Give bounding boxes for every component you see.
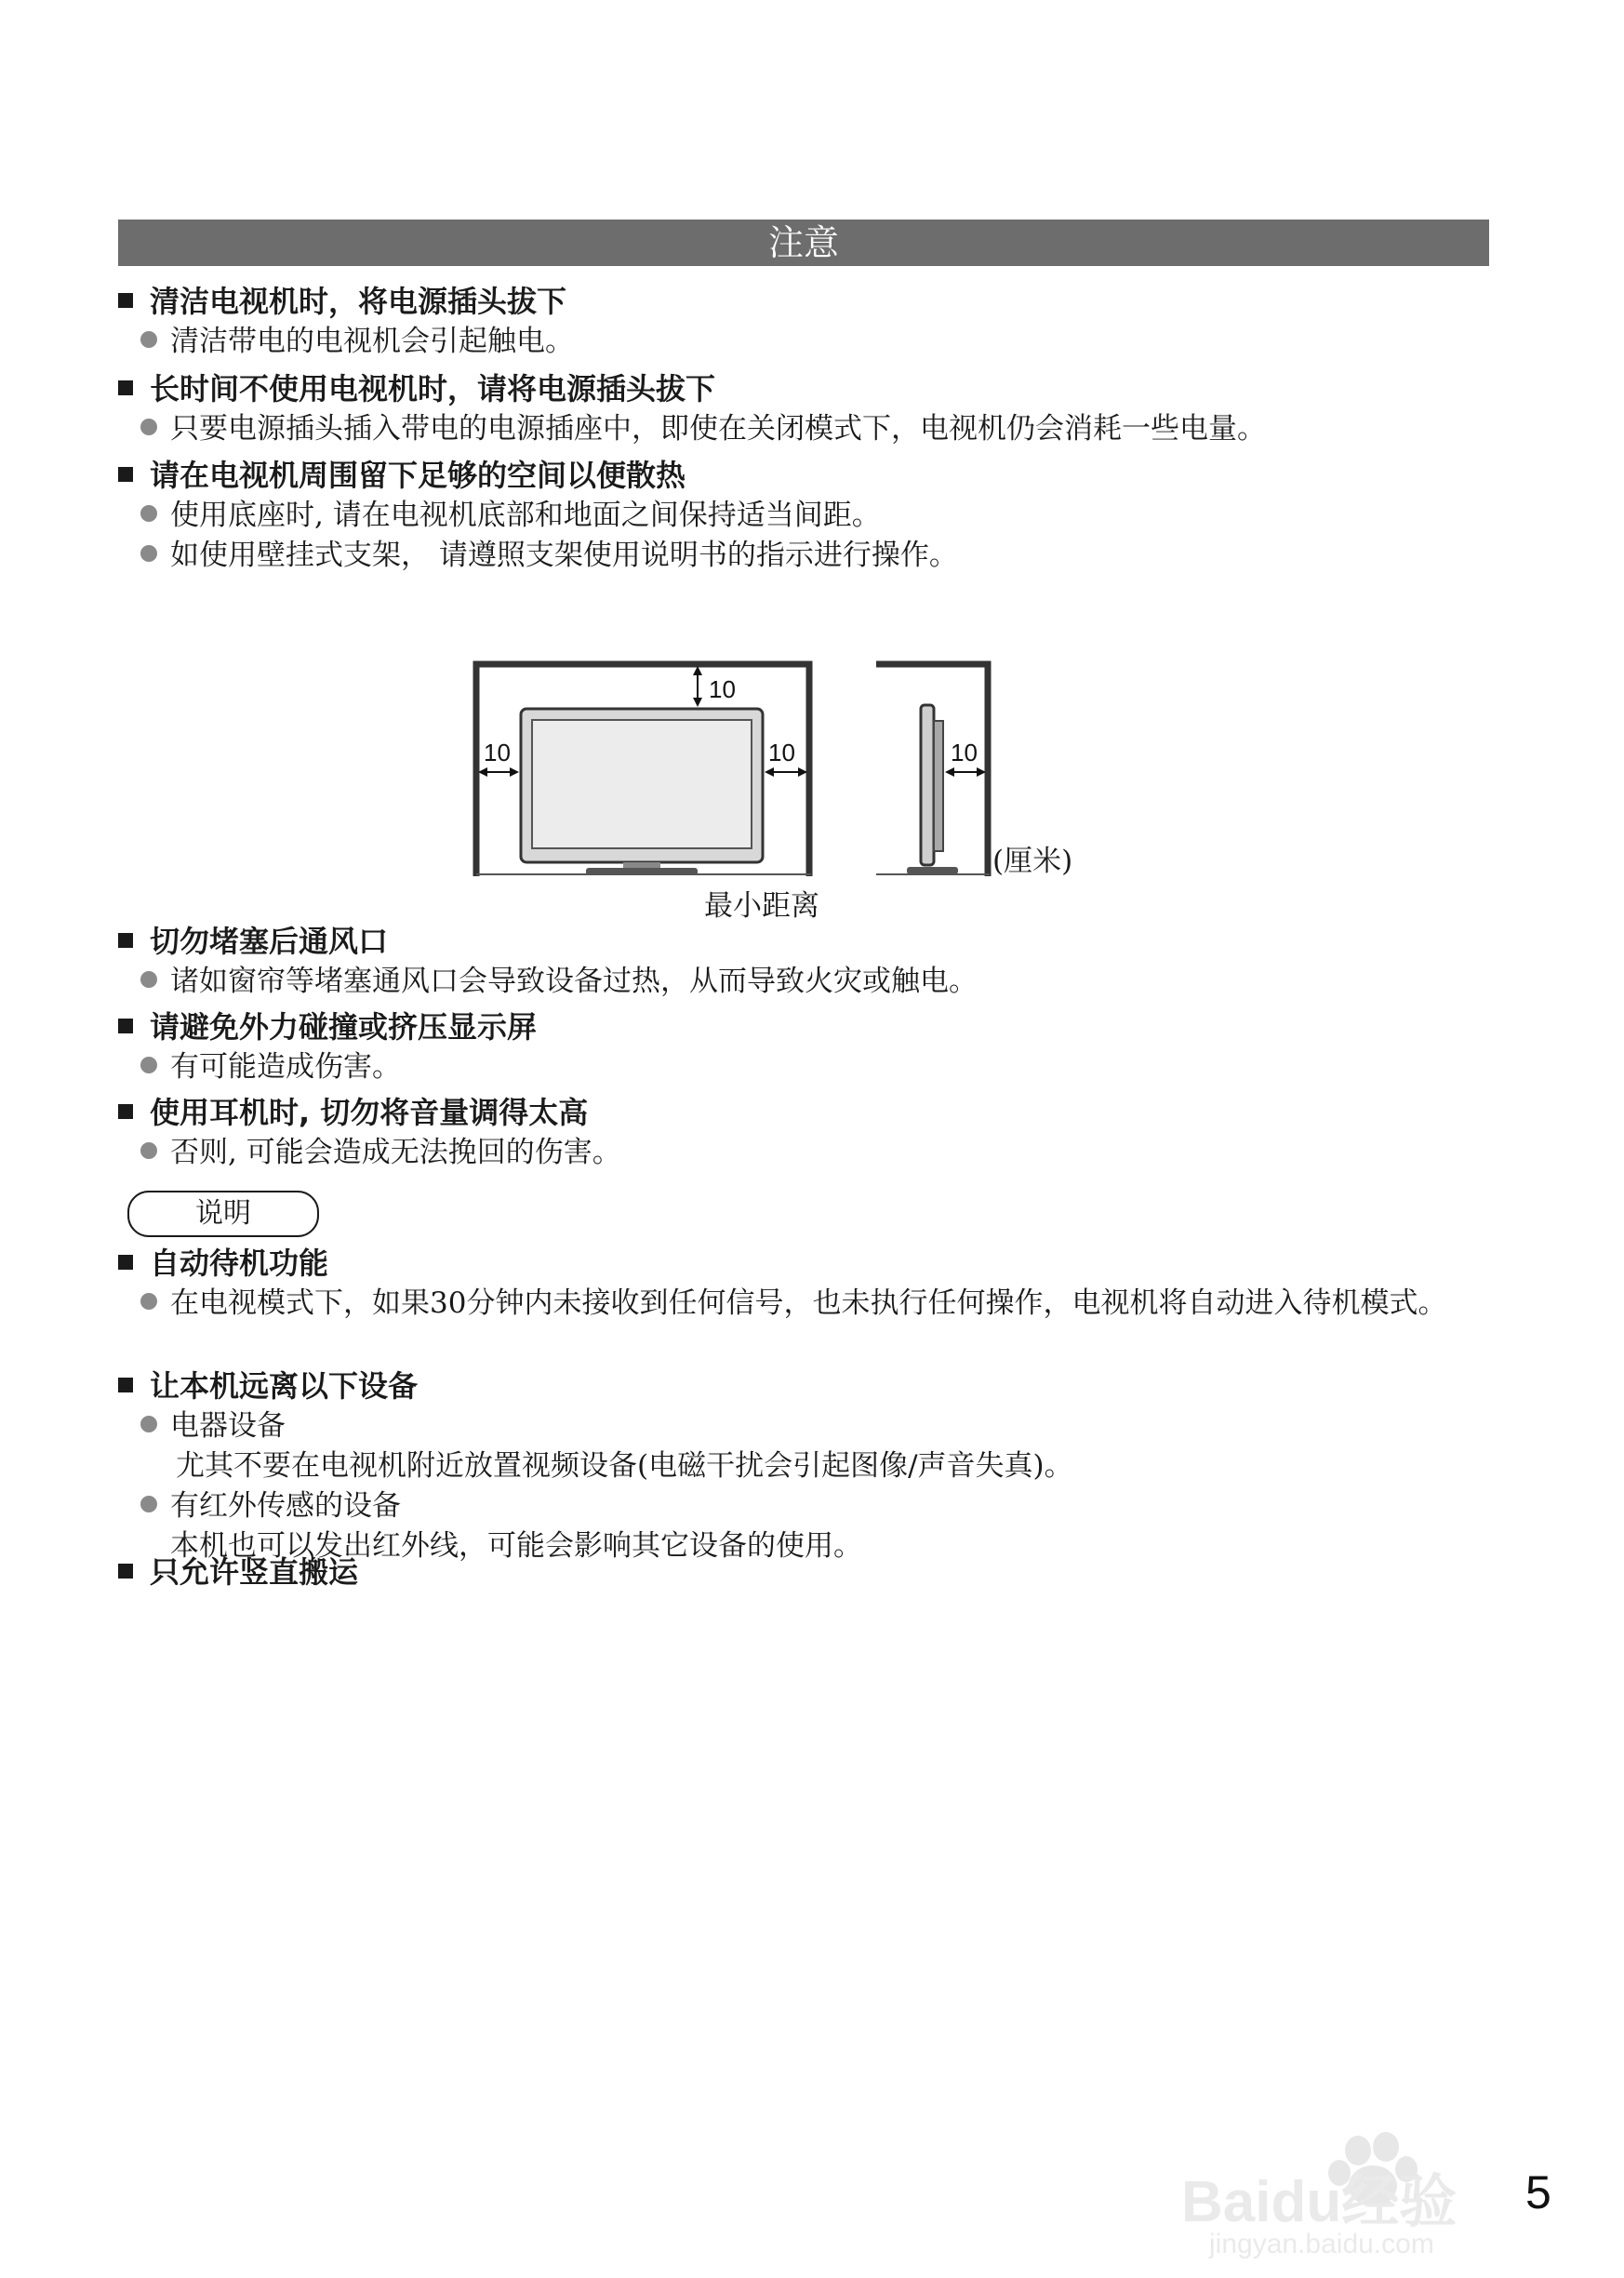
tv-stand-base (586, 868, 698, 875)
caution-bullet: 否则, 可能会造成无法挽回的伤害。 (170, 1136, 621, 1169)
caution-item-screen-impact (118, 1006, 1513, 1087)
note-bullet: 在电视模式下，如果30分钟内未接收到任何信号，也未执行任何操作，电视机将自动进入待机模式。 (170, 1286, 1447, 1320)
square-bullet-icon (118, 293, 133, 308)
watermark-url: jingyan.baidu.com (1209, 2229, 1434, 2259)
note-keep-away (118, 1365, 1513, 1566)
note-title: 自动待机功能 (150, 1246, 329, 1281)
note-title: 只允许竖直搬运 (150, 1554, 359, 1590)
circle-bullet-icon (140, 971, 157, 988)
caution-title: 使用耳机时, 切勿将音量调得太高 (150, 1095, 589, 1130)
diagram-unit: (厘米) (992, 845, 1073, 878)
top-gap-label: 10 (709, 675, 736, 703)
square-bullet-icon (118, 380, 133, 395)
note-auto-standby (118, 1243, 1495, 1324)
clearance-diagram (465, 651, 1023, 884)
circle-bullet-icon (140, 1496, 157, 1512)
circle-bullet-icon (140, 419, 157, 435)
caution-item-rear-vent (118, 921, 1513, 1002)
square-bullet-icon (118, 933, 133, 948)
caution-title: 切勿堵塞后通风口 (150, 924, 389, 959)
arrow-head (765, 767, 774, 777)
arrow-head (510, 767, 519, 777)
caution-bullet: 只要电源插头插入带电的电源插座中，即使在关闭模式下，电视机仍会消耗一些电量。 (170, 412, 1266, 446)
caution-bullet: 有可能造成伤害。 (170, 1050, 401, 1084)
diagram-caption: 最小距离 (704, 889, 819, 923)
arrow-head (693, 698, 702, 707)
caution-title: 长时间不使用电视机时，请将电源插头拔下 (150, 371, 716, 406)
caution-bullet: 诸如窗帘等堵塞通风口会导致设备过热，从而导致火灾或触电。 (170, 965, 978, 998)
tv-front-screen (532, 720, 752, 848)
caution-banner: 注意 (118, 220, 1489, 266)
caution-bullet: 如使用壁挂式支架， 请遵照支架使用说明书的指示进行操作。 (170, 539, 958, 572)
square-bullet-icon (118, 1019, 133, 1033)
circle-bullet-icon (140, 1293, 157, 1310)
arrow-head (945, 767, 954, 777)
caution-item-headphones (118, 1092, 1513, 1173)
square-bullet-icon (118, 1564, 133, 1579)
tv-side-back (934, 721, 943, 851)
caution-title: 请避免外力碰撞或挤压显示屏 (150, 1009, 538, 1045)
note-title: 让本机远离以下设备 (150, 1368, 419, 1404)
note-detail: 本机也可以发出红外线，可能会影响其它设备的使用。 (170, 1529, 862, 1563)
right-gap-label: 10 (768, 739, 795, 766)
left-gap-label: 10 (484, 739, 511, 766)
square-bullet-icon (118, 1255, 133, 1270)
circle-bullet-icon (140, 331, 157, 348)
square-bullet-icon (118, 1378, 133, 1392)
circle-bullet-icon (140, 1142, 157, 1159)
note-detail: 尤其不要在电视机附近放置视频设备(电磁干扰会引起图像/声音失真)。 (176, 1449, 1073, 1483)
caution-item-ventilation (118, 455, 1513, 576)
note-label: 说明 (127, 1191, 319, 1237)
caution-bullet: 使用底座时, 请在电视机底部和地面之间保持适当间距。 (170, 499, 881, 532)
circle-bullet-icon (140, 1416, 157, 1432)
page-number: 5 (1525, 2166, 1551, 2218)
baidu-watermark (1163, 2111, 1553, 2260)
circle-bullet-icon (140, 1057, 157, 1073)
tv-side-profile (921, 705, 934, 865)
caution-bullet: 清洁带电的电视机会引起触电。 (170, 325, 574, 358)
square-bullet-icon (118, 467, 133, 482)
caution-title: 清洁电视机时，将电源插头拔下 (150, 284, 567, 319)
side-gap-label: 10 (951, 739, 978, 766)
circle-bullet-icon (140, 505, 157, 522)
circle-bullet-icon (140, 545, 157, 562)
note-bullet: 电器设备 (170, 1409, 286, 1443)
watermark-brand: Baidu经验 (1181, 2170, 1458, 2234)
tv-side-base (907, 867, 958, 874)
caution-item-cleaning (118, 281, 1513, 362)
note-upright (118, 1552, 1513, 1592)
square-bullet-icon (118, 1104, 133, 1119)
caution-item-long-unused (118, 368, 1513, 449)
caution-title: 请在电视机周围留下足够的空间以便散热 (150, 458, 686, 493)
note-bullet: 有红外传感的设备 (170, 1489, 401, 1523)
